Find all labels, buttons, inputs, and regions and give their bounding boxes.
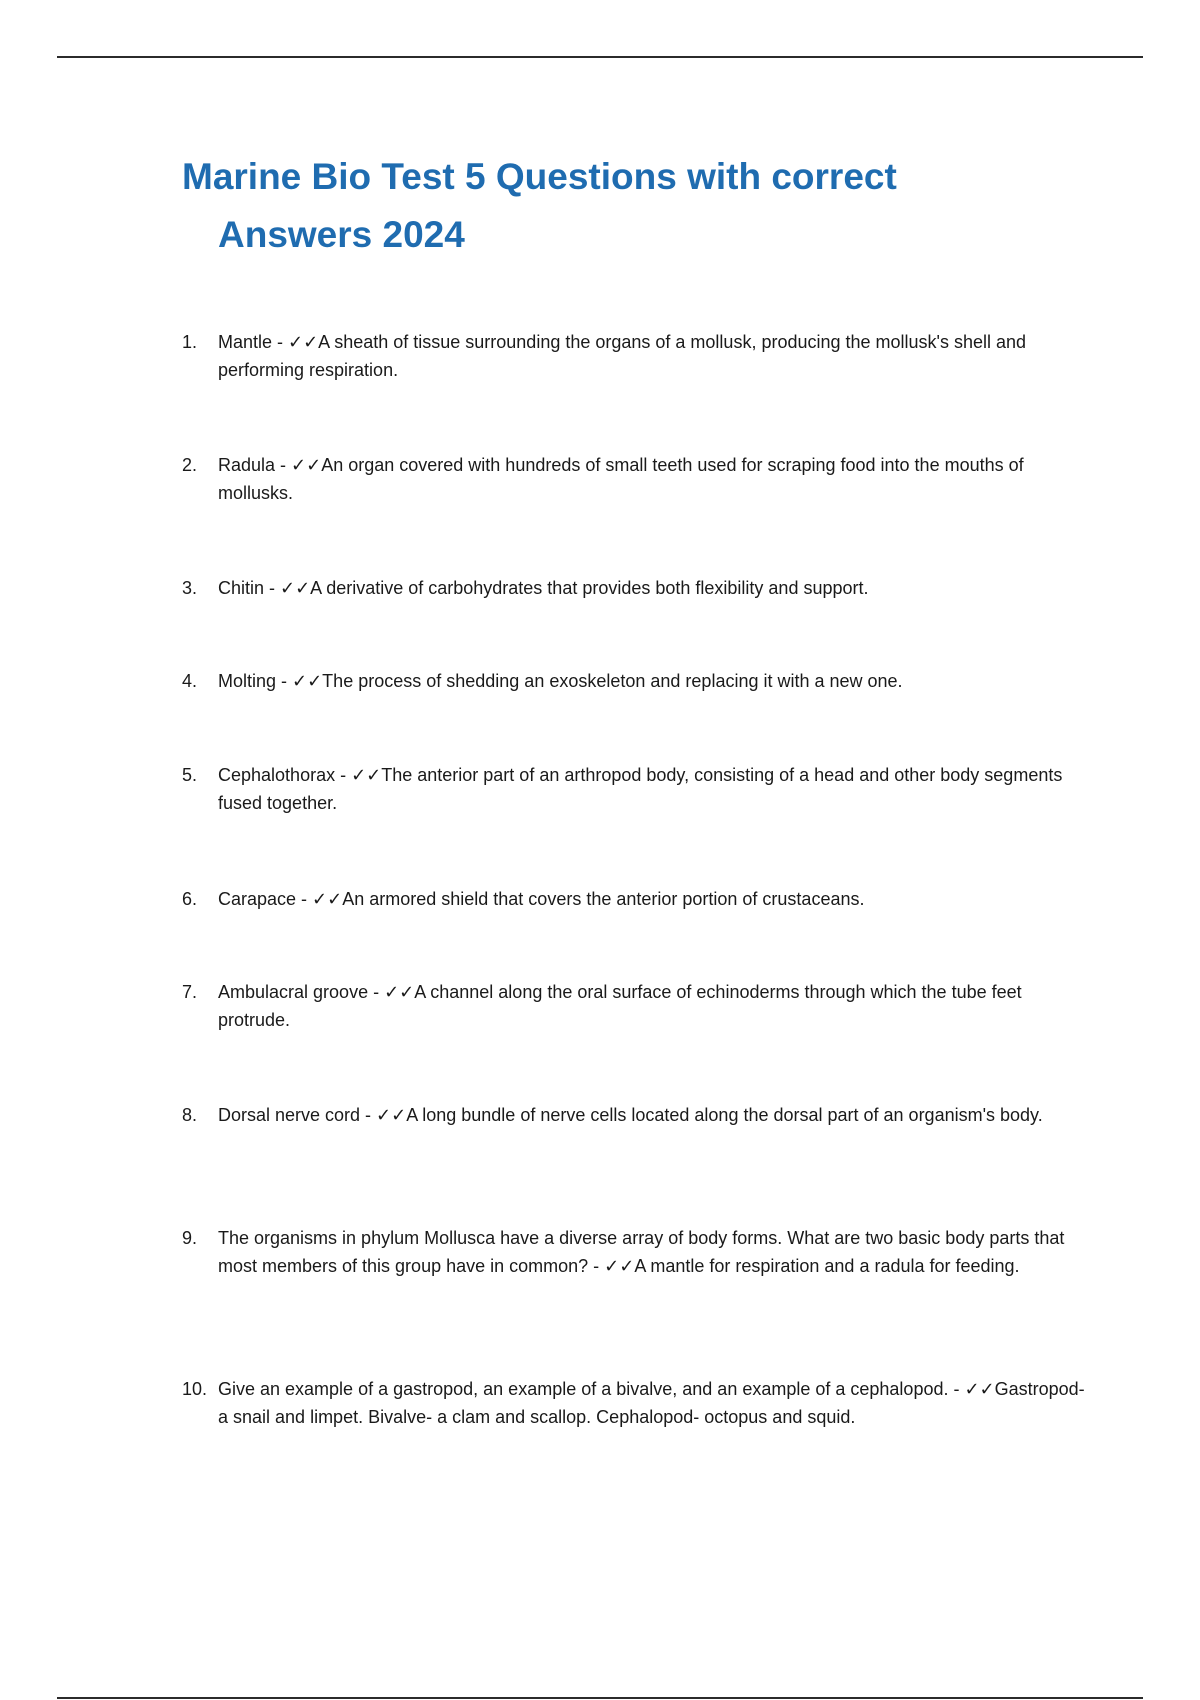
list-item — [182, 328, 1092, 384]
item-number: 4. — [182, 671, 198, 691]
list-item — [182, 885, 1092, 913]
item-number: 9. — [182, 1228, 198, 1248]
item-number: 10. — [182, 1379, 208, 1399]
top-rule — [57, 56, 1143, 58]
list-item — [182, 574, 1092, 602]
item-number: 2. — [182, 455, 198, 475]
bottom-rule — [57, 1697, 1143, 1699]
item-number: 6. — [182, 889, 198, 909]
list-item — [182, 761, 1092, 817]
list-item — [182, 451, 1092, 507]
item-text: The organisms in phylum Mollusca have a diverse array of body forms. What are two basic body parts that most members of this group have in common? - ✓✓A mantle for respiration and a radula for feeding. — [218, 1228, 1065, 1276]
item-text: Carapace - ✓✓An armored shield that covers the anterior portion of crustaceans. — [218, 889, 865, 909]
item-number: 5. — [182, 765, 198, 785]
list-item — [182, 1224, 1092, 1280]
item-text: Cephalothorax - ✓✓The anterior part of an arthropod body, consisting of a head and other body segments fused together. — [218, 765, 1063, 813]
item-number: 7. — [182, 982, 198, 1002]
item-number: 1. — [182, 332, 198, 352]
list-item — [182, 667, 1092, 695]
item-text: Molting - ✓✓The process of shedding an exoskeleton and replacing it with a new one. — [218, 671, 903, 691]
page-title: Marine Bio Test 5 Questions with correct Answers 2024 — [182, 156, 897, 255]
item-text: Dorsal nerve cord - ✓✓A long bundle of nerve cells located along the dorsal part of an organism's body. — [218, 1105, 1043, 1125]
list-item — [182, 978, 1092, 1034]
item-text: Mantle - ✓✓A sheath of tissue surrounding the organs of a mollusk, producing the mollusk's shell and performing respiration. — [218, 332, 1027, 380]
list-item — [182, 1101, 1092, 1129]
item-number: 8. — [182, 1105, 198, 1125]
item-text: Ambulacral groove - ✓✓A channel along the oral surface of echinoderms through which the tube feet protrude. — [218, 982, 1022, 1030]
list-item — [182, 1375, 1092, 1431]
item-text: Chitin - ✓✓A derivative of carbohydrates that provides both flexibility and support. — [218, 578, 869, 598]
item-text: Radula - ✓✓An organ covered with hundreds of small teeth used for scraping food into the mouths of mollusks. — [218, 455, 1024, 503]
item-text: Give an example of a gastropod, an example of a bivalve, and an example of a cephalopod. - ✓✓Gastropod- a snail and limpet. Bivalve- a clam and scallop. Cephalopod- octopus and squid. — [218, 1379, 1085, 1427]
item-number: 3. — [182, 578, 198, 598]
